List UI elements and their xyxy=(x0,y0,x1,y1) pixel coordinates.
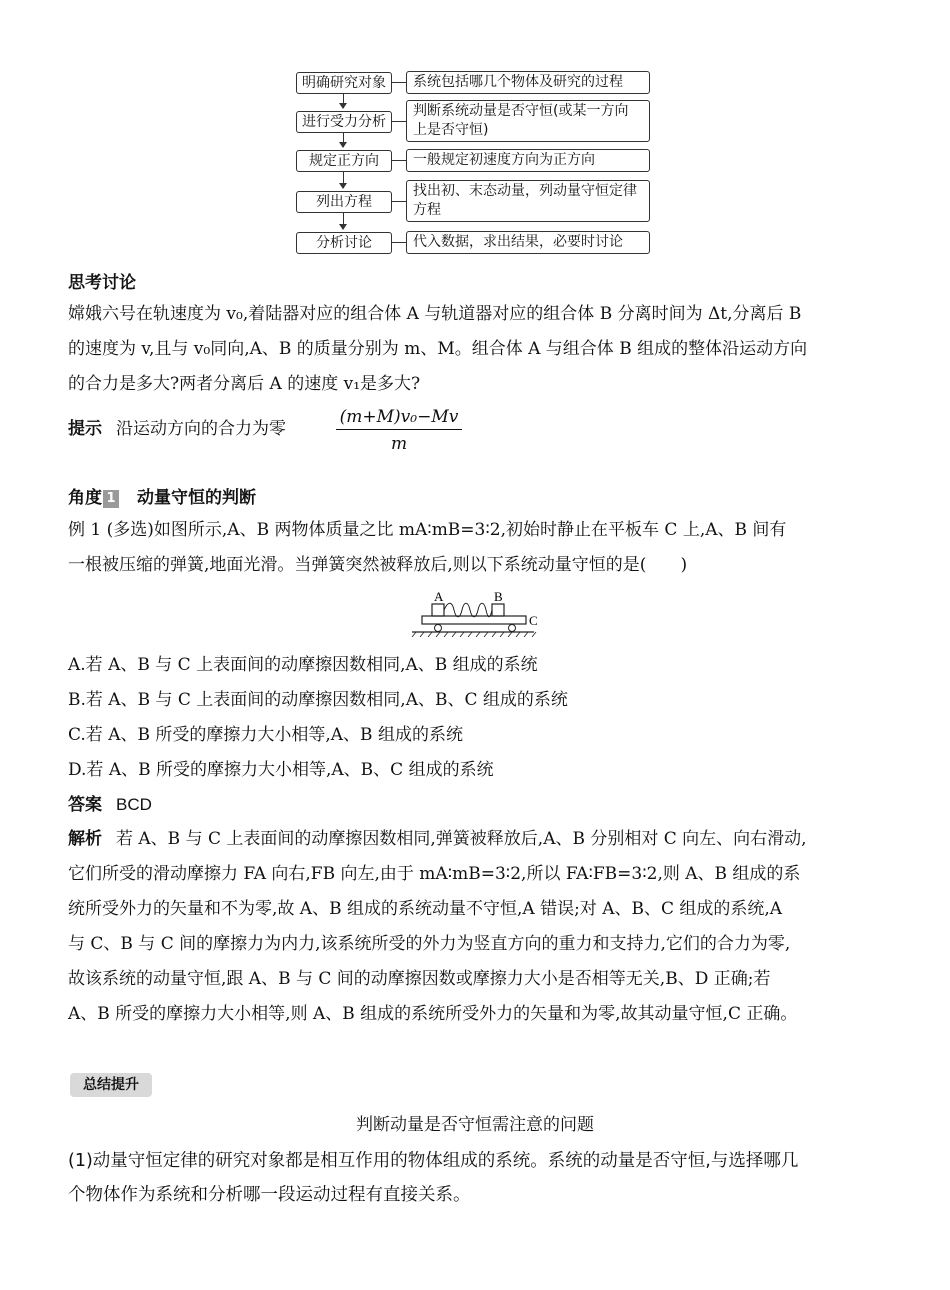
angle-title: 动量守恒的判断 xyxy=(137,488,256,508)
summary-badge: 总结提升 xyxy=(70,1073,152,1097)
ground-hatch xyxy=(412,632,536,637)
flow-connector xyxy=(392,201,406,202)
discussion-line: 的合力是多大?两者分离后 A 的速度 v₁是多大? xyxy=(68,374,421,394)
example-line: 例 1 (多选)如图所示,A、B 两物体质量之比 mA∶mB=3∶2,初始时静止在平板车 C 上,A、B 间有 xyxy=(68,520,787,540)
block-b xyxy=(492,604,504,616)
example-line: 一根被压缩的弹簧,地面光滑。当弹簧突然被释放后,则以下系统动量守恒的是( ) xyxy=(68,555,688,575)
formula-numerator: (m+M)v₀−Mv xyxy=(336,407,462,430)
flowchart xyxy=(296,70,656,256)
label-c: C xyxy=(529,613,538,628)
options xyxy=(68,648,898,788)
flow-step-note xyxy=(406,180,650,222)
flow-step-note-line: 找出初、末态动量，列动量守恒定律 xyxy=(413,183,637,199)
flow-step-label: 明确研究对象 xyxy=(296,72,392,94)
flow-step-note-line: 上是否守恒) xyxy=(413,122,489,138)
flow-arrow xyxy=(343,133,344,147)
flow-connector xyxy=(392,121,406,122)
analysis-line: 若 A、B 与 C 上表面间的动摩擦因数相同,弹簧被释放后,A、B 分别相对 C 向左、向右滑动, xyxy=(116,829,807,849)
summary-line: 个物体作为系统和分析哪一段运动过程有直接关系。 xyxy=(68,1185,471,1205)
analysis-line: 故该系统的动量守恒,跟 A、B 与 C 间的动摩擦因数或摩擦力大小是否相等无关,B、D 正确;若 xyxy=(68,969,771,989)
analysis-line: A、B 所受的摩擦力大小相等,则 A、B 组成的系统所受外力的矢量和为零,故其动量守恒,C 正确。 xyxy=(68,1004,798,1024)
angle-number: 1 xyxy=(103,490,119,508)
option-c: C.若 A、B 所受的摩擦力大小相等,A、B 组成的系统 xyxy=(68,725,463,745)
angle-prefix: 角度 xyxy=(68,488,102,508)
flow-step-label: 分析讨论 xyxy=(296,232,392,254)
option-d: D.若 A、B 所受的摩擦力大小相等,A、B、C 组成的系统 xyxy=(68,760,494,780)
hint-text: 沿运动方向的合力为零 xyxy=(116,419,286,439)
flow-step-note xyxy=(406,100,650,142)
flow-step-note-line: 判断系统动量是否守恒(或某一方向 xyxy=(413,103,629,119)
wheel xyxy=(435,625,442,632)
flow-connector xyxy=(392,160,406,161)
analysis xyxy=(68,822,898,1032)
analysis-line: 统所受外力的矢量和不为零,故 A、B 组成的系统动量不守恒,A 错误;对 A、B、C 组成的系统,A xyxy=(68,899,783,919)
flow-arrow xyxy=(343,172,344,188)
discussion-title: 思考讨论 xyxy=(68,273,136,293)
flow-step-label: 列出方程 xyxy=(296,191,392,213)
formula-fraction xyxy=(336,407,462,454)
discussion-line: 嫦娥六号在轨速度为 v₀,着陆器对应的组合体 A 与轨道器对应的组合体 B 分离时间为 Δt,分离后 B xyxy=(68,304,802,324)
summary-line: (1)动量守恒定律的研究对象都是相互作用的物体组成的系统。系统的动量是否守恒,与选择哪几 xyxy=(68,1151,799,1171)
summary-title: 判断动量是否守恒需注意的问题 xyxy=(356,1115,594,1135)
flow-connector xyxy=(392,82,406,83)
flow-step-note: 系统包括哪几个物体及研究的过程 xyxy=(406,71,650,94)
label-a: A xyxy=(434,589,444,604)
hint-label: 提示 xyxy=(68,419,102,439)
answer-label: 答案 xyxy=(68,795,102,815)
formula-denominator: m xyxy=(390,434,408,454)
option-b: B.若 A、B 与 C 上表面间的动摩擦因数相同,A、B、C 组成的系统 xyxy=(68,690,568,710)
label-b: B xyxy=(494,589,503,604)
wheel xyxy=(509,625,516,632)
answer-value: BCD xyxy=(116,795,152,814)
flow-step-note-line: 方程 xyxy=(413,202,441,218)
analysis-label: 解析 xyxy=(68,829,102,849)
analysis-line: 它们所受的滑动摩擦力 FA 向右,FB 向左,由于 mA∶mB=3∶2,所以 FA∶FB=3∶2,则 A、B 组成的系 xyxy=(68,864,801,884)
discussion-line: 的速度为 v,且与 v₀同向,A、B 的质量分别为 m、M。组合体 A 与组合体 B 组成的整体沿运动方向 xyxy=(68,339,808,359)
answer-row xyxy=(68,787,898,823)
flow-arrow xyxy=(343,94,344,108)
option-a: A.若 A、B 与 C 上表面间的动摩擦因数相同,A、B 组成的系统 xyxy=(68,655,538,675)
flow-step-note: 一般规定初速度方向为正方向 xyxy=(406,149,650,172)
example-question xyxy=(68,513,898,583)
flow-step-note: 代入数据，求出结果，必要时讨论 xyxy=(406,231,650,254)
flow-connector xyxy=(392,242,406,243)
spring xyxy=(444,603,492,617)
summary-text xyxy=(68,1144,898,1212)
cart-spring-figure xyxy=(408,587,548,639)
flow-step-label: 进行受力分析 xyxy=(296,111,392,133)
discussion-text xyxy=(68,297,898,402)
analysis-line: 与 C、B 与 C 间的摩擦力为内力,该系统所受的外力为竖直方向的重力和支持力,它们的合力为零, xyxy=(68,934,791,954)
hint-row xyxy=(68,412,898,447)
flow-arrow xyxy=(343,213,344,229)
block-a xyxy=(432,604,444,616)
flow-step-label: 规定正方向 xyxy=(296,150,392,172)
angle-heading xyxy=(68,483,256,508)
